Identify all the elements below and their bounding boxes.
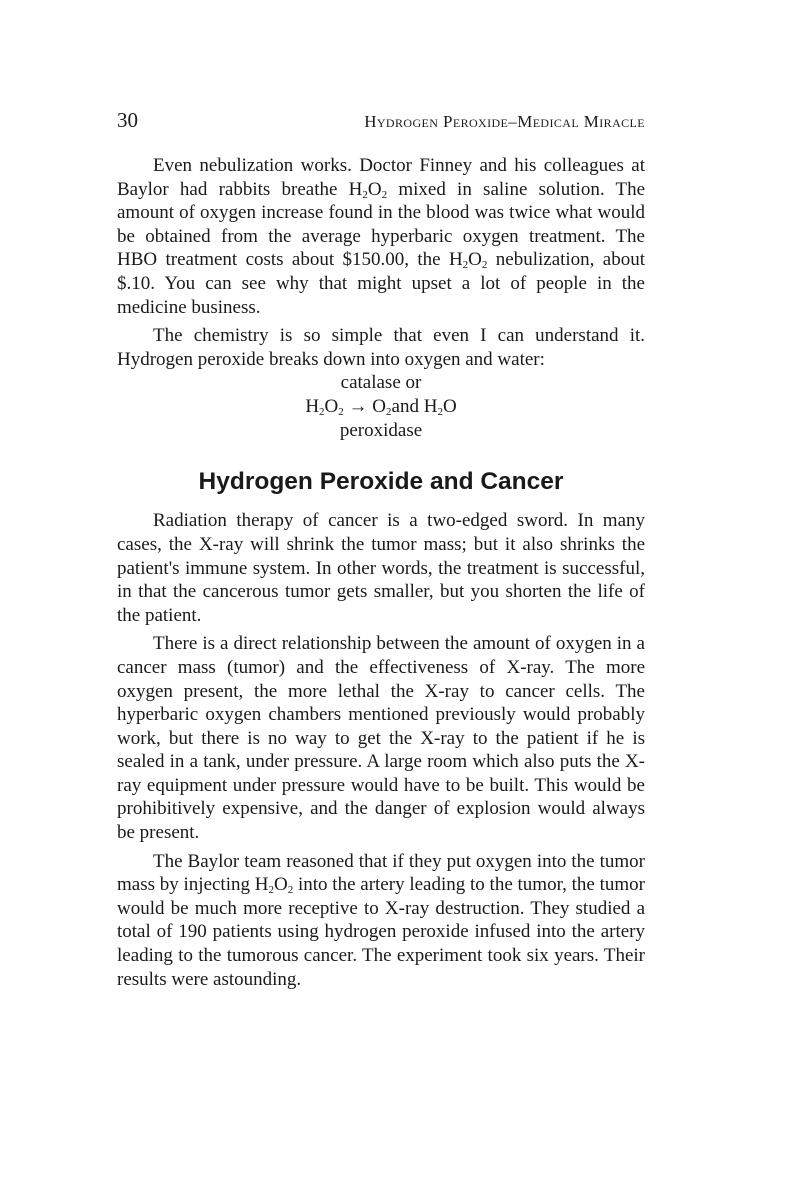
text-run: into the artery leading to the tumor, the tumor would be much more receptive to X-ray destruction. They studied a total of 190 patients using hydrogen peroxide infused into the artery leading to the tumorous cancer. The experiment took six years. Their results were astounding. [117, 874, 645, 990]
paragraph-nebulization [117, 154, 645, 319]
paragraph-oxygen-xray: There is a direct relationship between the amount of oxygen in a cancer mass (tumor) and the effectiveness of X-ray. The more oxygen present, the more lethal the X-ray to cancer cells. The hyperbaric oxygen chambers mentioned previously would probably work, but there is no way to get the X-ray to the patient if he is sealed in a tank, under pressure. A large room which also puts the X-ray equipment under pressure would have to be built. This would be prohibitively expensive, and the danger of explosion would always be present. [117, 633, 645, 844]
reactant-h2o2: $H_2O_2$ [305, 396, 344, 419]
h2o2-formula: $H_2O_2$ [448, 249, 488, 272]
equation-reaction [117, 395, 645, 419]
paragraph-chemistry: The chemistry is so simple that even I can understand it. Hydrogen peroxide breaks down into oxygen and water: [117, 325, 645, 370]
body-text [117, 154, 645, 996]
h2o2-formula: $H_2O_2$ [254, 874, 294, 897]
paragraph-radiation: Radiation therapy of cancer is a two-edged sword. In many cases, the X-ray will shrink the tumor mass; but it also shrinks the patient's immune system. In other words, the treatment is successful, in that the cancerous tumor gets smaller, but you shorten the life of the patient. [117, 510, 645, 626]
book-page [117, 0, 645, 1200]
text-run: The Baylor team reasoned that if they put oxygen into the tumor mass by injecting [117, 850, 645, 896]
page-number: 30 [117, 108, 138, 132]
text-run: Even nebulization works. Doctor Finney and his colleagues at Baylor had rabbits breathe [117, 155, 645, 200]
equation-catalyst-bottom: peroxidase [339, 420, 423, 442]
running-header [117, 108, 645, 133]
text-run: nebulization, about $.10. You can see why that might upset a lot of people in the medicine business. [117, 249, 645, 318]
decomposition-equation [117, 371, 645, 443]
equation-catalyst-top: catalase or [340, 372, 422, 394]
running-title: Hydrogen Peroxide–Medical Miracle [364, 112, 645, 131]
product-o2: $O_2$ [372, 396, 392, 419]
product-h2o: $H_2O$ [423, 396, 457, 419]
paragraph-baylor-study [117, 850, 645, 992]
h2o2-formula: $H_2O_2$ [348, 178, 388, 201]
equation-and: and [391, 396, 419, 418]
text-run: mixed in saline solution. The amount of oxygen increase found in the blood was twice what would be obtained from the average hyperbaric oxygen treatment. The HBO treatment costs about $150.00, the [117, 178, 645, 271]
section-heading: Hydrogen Peroxide and Cancer [198, 468, 564, 496]
arrow-icon: → [348, 396, 368, 418]
